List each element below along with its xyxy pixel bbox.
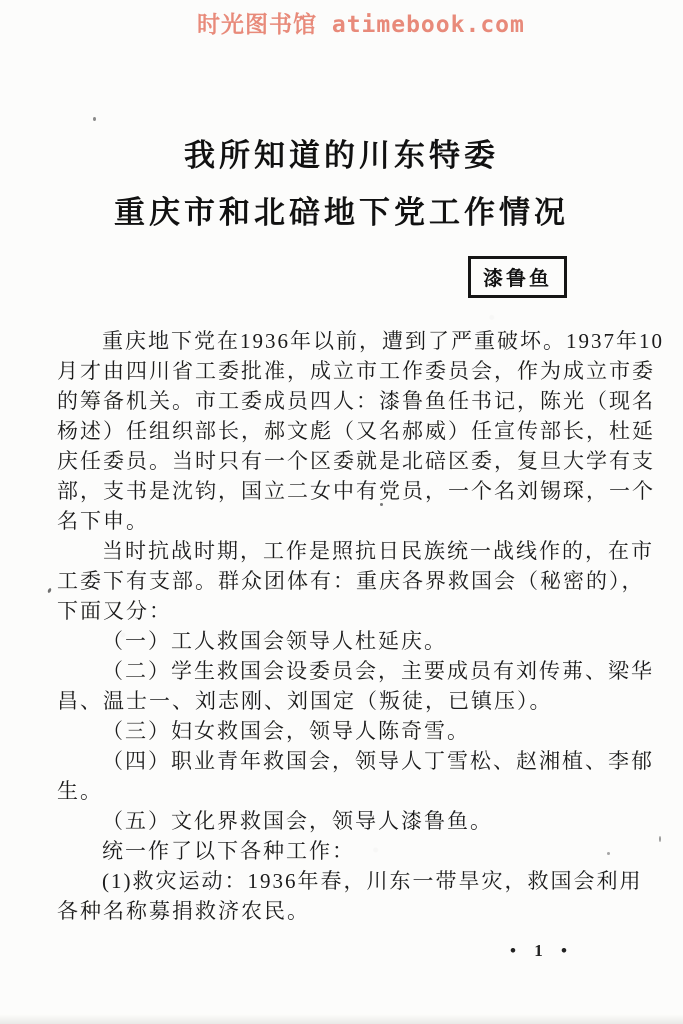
body-text-line: 工委下有支部。群众团体有：重庆各界救国会（秘密的）， bbox=[57, 569, 645, 593]
body-text-line: 昌、温士一、刘志刚、刘国定（叛徒，已镇压）。 bbox=[57, 689, 553, 713]
scan-speck bbox=[380, 503, 383, 506]
body-text-line: （一）工人救国会领导人杜延庆。 bbox=[102, 629, 447, 653]
body-text-line: 统一作了以下各种工作： bbox=[102, 839, 355, 863]
author-name-box: 漆鲁鱼 bbox=[468, 256, 567, 298]
page-number: • 1 • bbox=[510, 941, 574, 960]
body-text-line: 下面又分： bbox=[57, 599, 172, 623]
body-text-line: 当时抗战时期，工作是照抗日民族统一战线作的，在市 bbox=[102, 539, 654, 563]
body-text-line: 部，支书是沈钧，国立二女中有党员，一个名刘锡琛，一个 bbox=[57, 479, 655, 503]
body-text-line: 各种名称募捐救济农民。 bbox=[57, 899, 310, 923]
body-text-line: （三）妇女救国会，领导人陈奇雪。 bbox=[102, 719, 470, 743]
document-title-line2: 重庆市和北碚地下党工作情况 bbox=[114, 195, 569, 230]
scan-speck bbox=[47, 588, 52, 594]
scan-speck bbox=[93, 117, 96, 121]
body-text-line: 生。 bbox=[57, 779, 103, 803]
body-text-line: （二）学生救国会设委员会，主要成员有刘传茀、梁华 bbox=[102, 659, 654, 683]
body-text-line: 名下申。 bbox=[57, 509, 149, 533]
watermark-text: 时光图书馆 atimebook.com bbox=[197, 12, 525, 38]
scan-speck bbox=[607, 852, 610, 855]
document-title-line1: 我所知道的川东特委 bbox=[184, 138, 499, 173]
body-text-line: （五）文化界救国会，领导人漆鲁鱼。 bbox=[102, 809, 493, 833]
scan-speck bbox=[659, 836, 661, 842]
body-text-line: 重庆地下党在1936年以前，遭到了严重破坏。1937年10 bbox=[102, 329, 664, 353]
body-text-line: 的筹备机关。市工委成员四人：漆鲁鱼任书记，陈光（现名 bbox=[57, 389, 655, 413]
body-text-line: 庆任委员。当时只有一个区委就是北碚区委，复旦大学有支 bbox=[57, 449, 655, 473]
body-text-line: 月才由四川省工委批准，成立市工作委员会，作为成立市委 bbox=[57, 359, 655, 383]
body-text-line: （四）职业青年救国会，领导人丁雪松、赵湘植、李郁 bbox=[102, 749, 654, 773]
body-text-line: 杨述）任组织部长，郝文彪（又名郝威）任宣传部长，杜延 bbox=[57, 419, 655, 443]
document-body bbox=[57, 326, 664, 926]
body-text-line: (1)救灾运动：1936年春，川东一带旱灾，救国会利用 bbox=[102, 869, 643, 893]
